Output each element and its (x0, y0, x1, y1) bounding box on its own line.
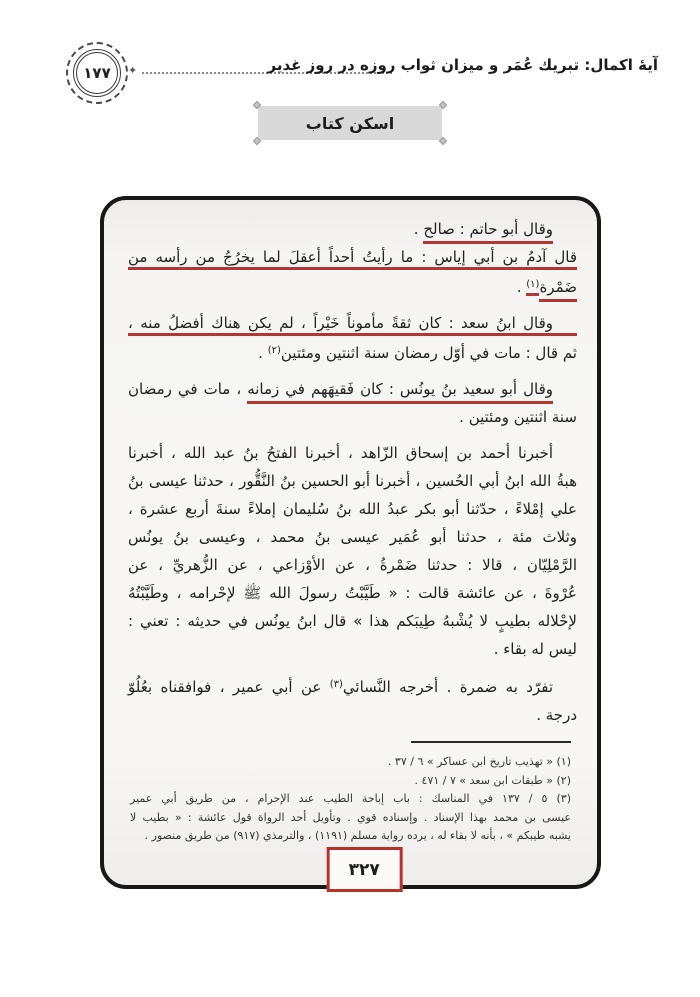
scan-text-line (128, 439, 577, 467)
scan-paragraph (128, 375, 577, 431)
footnote-divider (411, 741, 571, 743)
scan-text-segment: علي إمْلاءً ، حدّثنا أبو بكر عبدُ الله بنُ سُليمان إملاءً سنةَ أربع عشرة ، (128, 500, 577, 518)
scan-text-line (128, 551, 577, 579)
scan-text-segment: . (516, 278, 527, 296)
scan-text-segment: أخبرنا أحمد بن إسحاق الزّاهد ، أخبرنا الفتحُ بنُ عبد الله ، أخبرنا (128, 444, 553, 462)
scan-text-line (128, 607, 577, 635)
scan-text-segment: عن أبي عمير ، فوافقناه بعُلُوّ (128, 678, 330, 696)
scan-text-line (128, 495, 577, 523)
scan-text-line (128, 579, 577, 607)
scan-text-segment: ثم قال : مات في أوّل رمضان سنة اثنتين ومئتين (280, 344, 577, 362)
page-header (0, 40, 700, 110)
scan-book-button[interactable] (258, 106, 442, 140)
scan-text-line (128, 671, 577, 701)
page-number-medallion (66, 42, 128, 104)
footnote-line: عيسى بن محمد بهذا الإسناد . وإسناده قوي . وتأويل أحد الرواة قول عائشة : « بطيب لا (130, 810, 571, 824)
scan-text-line (128, 271, 577, 301)
scan-text-segment: . (413, 220, 424, 238)
scan-page-number: ٣٢٧ (348, 859, 380, 880)
medallion-inner-ring (73, 49, 121, 97)
scan-text-line (128, 375, 577, 403)
scan-text-segment: الرَّمْلِيّان ، قالا : حدثنا ضَمْرةُ ، عن الأوْزاعي ، عن الزُّهريِّ ، عن (128, 556, 577, 574)
scan-text-segment: درجة . (536, 706, 577, 724)
scan-paragraph (128, 309, 577, 367)
scan-text-segment: وقال ابنُ سعد : كان ثقةً مأموناً خَيْراً ، لم يكن هناك أفضلُ منه ، (128, 314, 553, 332)
scan-text-line (128, 309, 577, 337)
scan-text-line (128, 243, 577, 271)
scan-text-segment: قال آدمُ بن أبي إياس : ما رأيتُ أحداً أعقلَ لما يخرُجُ من رأسه من (128, 248, 577, 266)
scan-paragraph (128, 439, 577, 663)
footnote-line: (٢) « طبقات ابن سعد » ٧ / ٤٧١ . (414, 773, 571, 787)
scan-text-segment: هبةُ الله ابنُ أبي الحُسين ، أخبرنا أبو الحسين بنُ النَّقُّور ، حدثنا عيسى بنُ (128, 472, 577, 490)
footnotes (128, 753, 577, 846)
underlined-text: ضَمْرة (539, 278, 577, 302)
scan-book-button-label: اسكن كتاب (305, 113, 395, 133)
scan-text-segment: (٣) (329, 679, 343, 690)
scan-text-segment: تفرّد به ضمرة . أخرجه النَّسائي (342, 678, 554, 696)
corner-notch-icon (439, 137, 447, 145)
scan-text-line (128, 403, 577, 431)
scan-text-segment: سنة اثنتين ومئتين . (459, 408, 577, 426)
scan-text-line (128, 337, 577, 367)
scan-text-line (128, 635, 577, 663)
scan-paragraph (128, 215, 577, 301)
underlined-text: وقال أبو حاتم : صالح (423, 220, 553, 244)
scan-text-line (128, 523, 577, 551)
footnote-line: (١) « تهذيب تاريخ ابن عساكر » ٦ / ٣٧ . (387, 755, 571, 768)
scan-text-line (128, 701, 577, 729)
scan-text-segment: . (258, 344, 268, 362)
scan-text-segment: لإحْلاله بطيبٍ لا يُشْبهُ طِيبَكم هذا » قال ابنُ يونُس في حديثه : تعني : (128, 612, 577, 630)
scan-text-line (128, 215, 577, 243)
footnote-line: (٣) ٥ / ١٣٧ في المناسك : باب إباحة الطيب عند الإحرام ، من طريق أبي عمير (130, 792, 572, 805)
running-head-title: آيهٔ اكمال: تبريك عُمَر و ميزان ثواب روزه در روز غدير (267, 56, 658, 74)
scanned-page-frame (100, 196, 601, 889)
scan-paragraph (128, 671, 577, 729)
underlined-text: (١) (526, 279, 539, 296)
underlined-text: وقال أبو سعيد بنُ يونُس : كان فَقيهَهم في زمانه (247, 380, 553, 404)
scan-text-segment: ، مات في رمضان (128, 380, 248, 398)
scan-page-number-box (326, 847, 402, 892)
scan-text-segment: وثلاث مئة ، حدثنا أبو عُمَير عيسى بنُ محمد ، وعيسى بنُ يونُس (128, 528, 577, 546)
scanned-page (104, 200, 597, 885)
scan-text-segment: ليس له بقاء . (493, 640, 577, 658)
scan-text-segment: (٢) (267, 345, 281, 356)
scan-text-segment: عُرْوةَ ، عن عائشة قالت : « طَيَّبْتُ رسولَ الله ﷺ لإحْرامه ، وطَيَّبْتُهُ (128, 584, 577, 602)
footnote-line: يشبه طيبكم » ، بأنه لا بقاء له ، يرده رواية مسلم (١١٩١) ، والترمذي (٩١٧) من طريق منصور . (144, 829, 571, 842)
corner-notch-icon (253, 137, 261, 145)
ornament-icon: ✦ (128, 64, 138, 77)
scan-text-line (128, 467, 577, 495)
scan-text (128, 215, 577, 729)
header-page-number: ١٧٧ (83, 64, 111, 82)
